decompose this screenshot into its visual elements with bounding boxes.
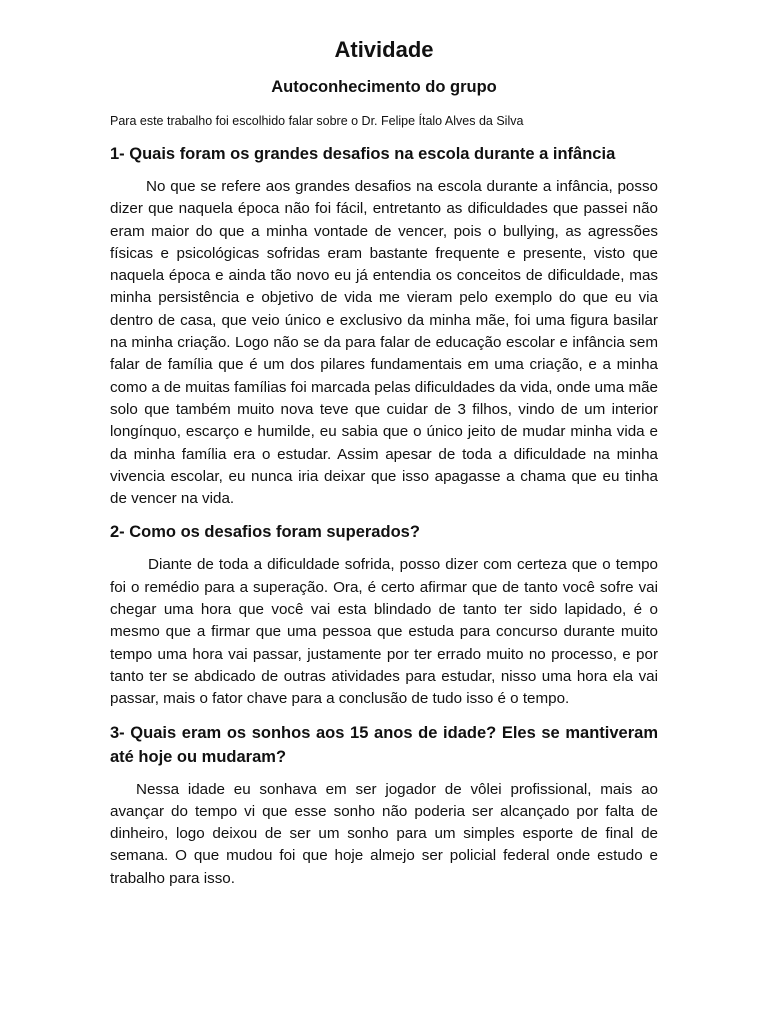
answer-1-paragraph: No que se refere aos grandes desafios na escola durante a infância, posso dizer que naquela época não foi fácil, entretanto as dificuldades que passei não eram maior do que a minha vontade de vencer, pois o bullying, as agressões físicas e psicológicas sofridas eram bastante frequente e presente, visto que naquela época e ainda tão novo eu já entendia os conceitos de dificuldade, mas minha persistência e objetivo de vida me vieram pelo exemplo do que eu via dentro de casa, que veio único e exclusivo da minha mãe, foi uma figura basilar na minha criação. Logo não se da para falar de educação escolar e infância sem falar de família que é um dos pilares fundamentais em uma criação, e a minha como a de muitas famílias foi marcada pelas dificuldades da vida, onde uma mãe solo que também muito nova teve que cuidar de 3 filhos, vindo de um interior longínquo, escarço e humilde, eu sabia que o único jeito de mudar minha vida e da minha família era o estudar. Assim apesar de toda a dificuldade na minha vivencia escolar, eu nunca iria deixar que isso apagasse a chama que eu tinha de vencer na vida.	[110, 178, 658, 508]
question-1-heading: 1- Quais foram os grandes desafios na escola durante a infância	[110, 145, 616, 163]
page-subtitle: Autoconhecimento do grupo	[271, 78, 497, 96]
question-2-heading: 2- Como os desafios foram superados?	[110, 523, 420, 542]
answer-3-paragraph: Nessa idade eu sonhava em ser jogador de vôlei profissional, mais ao avançar do tempo vi que esse sonho não poderia ser alcançado por falta de dinheiro, logo deixou de ser um sonho para um simples esporte de final de semana. O que mudou foi que hoje almejo ser policial federal onde estudo e trabalho para isso.	[110, 780, 658, 887]
intro-text: Para este trabalho foi escolhido falar sobre o Dr. Felipe Ítalo Alves da Silva	[110, 114, 524, 128]
answer-2-paragraph: Diante de toda a dificuldade sofrida, posso dizer com certeza que o tempo foi o remédio para a superação. Ora, é certo afirmar que de tanto você sofre vai chegar uma hora que você vai esta blindado de tanto ter sido lapidado, é o mesmo que a firmar que uma pessoa que estuda para concurso durante muito tempo uma hora vai passar, justamente por ter errado muito no processo, e por tanto ter se abdicado de outras atividades para estudar, nisso uma hora ela vai passar, mais o fator chave para a conclusão de tudo isso é o tempo.	[110, 556, 658, 708]
page-title: Atividade	[334, 37, 434, 62]
question-3-heading: 3- Quais eram os sonhos aos 15 anos de idade? Eles se mantiveram até hoje ou mudaram?	[110, 723, 658, 766]
